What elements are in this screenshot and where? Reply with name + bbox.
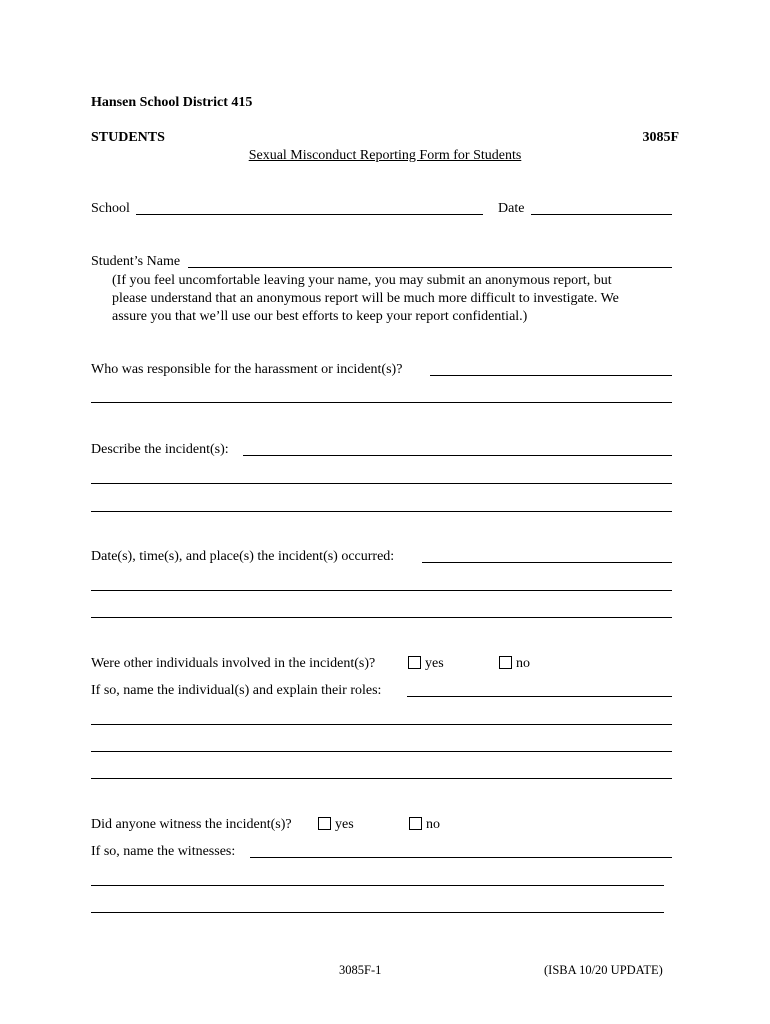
others-yes-checkbox[interactable]: [408, 656, 421, 669]
others-no-checkbox[interactable]: [499, 656, 512, 669]
others-yes-option[interactable]: [408, 656, 444, 672]
others-input-line-2[interactable]: [91, 724, 672, 725]
page-number: 3085F-1: [339, 963, 382, 977]
witness-yes-option[interactable]: [318, 817, 354, 833]
others-input-line-3[interactable]: [91, 751, 672, 752]
school-label: School: [91, 201, 130, 216]
others-no-label: no: [516, 656, 530, 671]
others-followup-label: If so, name the individual(s) and explain their roles:: [91, 683, 382, 698]
witness-input-line-2[interactable]: [91, 885, 664, 886]
student-name-label: Student’s Name: [91, 254, 181, 269]
witness-yes-label: yes: [335, 817, 354, 832]
witness-question: Did anyone witness the incident(s)?: [91, 817, 292, 832]
witness-no-checkbox[interactable]: [409, 817, 422, 830]
witness-followup-label: If so, name the witnesses:: [91, 844, 236, 859]
date-input-line[interactable]: [531, 214, 672, 215]
when-where-input-line[interactable]: [422, 562, 672, 563]
witness-no-label: no: [426, 817, 440, 832]
anonymity-note-line-3: assure you that we’ll use our best efforts to keep your report confidential.): [112, 309, 528, 324]
anonymity-note-line-2: please understand that an anonymous report will be much more difficult to investigate. We: [112, 291, 619, 306]
responsible-label: Who was responsible for the harassment or incident(s)?: [91, 362, 403, 377]
responsible-input-line-2[interactable]: [91, 402, 672, 403]
when-where-input-line-2[interactable]: [91, 590, 672, 591]
when-where-input-line-3[interactable]: [91, 617, 672, 618]
others-question: Were other individuals involved in the incident(s)?: [91, 656, 376, 671]
policy-code: 3085F: [642, 130, 679, 145]
witness-input-line-3[interactable]: [91, 912, 664, 913]
witness-no-option[interactable]: [409, 817, 440, 833]
others-input-line-4[interactable]: [91, 778, 672, 779]
others-yes-label: yes: [425, 656, 444, 671]
describe-input-line[interactable]: [243, 455, 672, 456]
responsible-input-line[interactable]: [430, 375, 672, 376]
revision-note: (ISBA 10/20 UPDATE): [544, 963, 663, 977]
witness-yes-checkbox[interactable]: [318, 817, 331, 830]
describe-label: Describe the incident(s):: [91, 442, 229, 457]
section-label: STUDENTS: [91, 130, 165, 145]
anonymity-note: [112, 272, 672, 326]
others-input-line[interactable]: [407, 696, 672, 697]
witness-input-line[interactable]: [250, 857, 672, 858]
school-input-line[interactable]: [136, 214, 483, 215]
form-title: Sexual Misconduct Reporting Form for Students: [248, 148, 522, 163]
anonymity-note-line-1: (If you feel uncomfortable leaving your name, you may submit an anonymous report, but: [112, 273, 612, 288]
district-name: Hansen School District 415: [91, 95, 253, 110]
date-label: Date: [498, 201, 525, 216]
others-no-option[interactable]: [499, 656, 530, 672]
student-name-input-line[interactable]: [188, 267, 672, 268]
describe-input-line-3[interactable]: [91, 511, 672, 512]
when-where-label: Date(s), time(s), and place(s) the incident(s) occurred:: [91, 549, 395, 564]
describe-input-line-2[interactable]: [91, 483, 672, 484]
